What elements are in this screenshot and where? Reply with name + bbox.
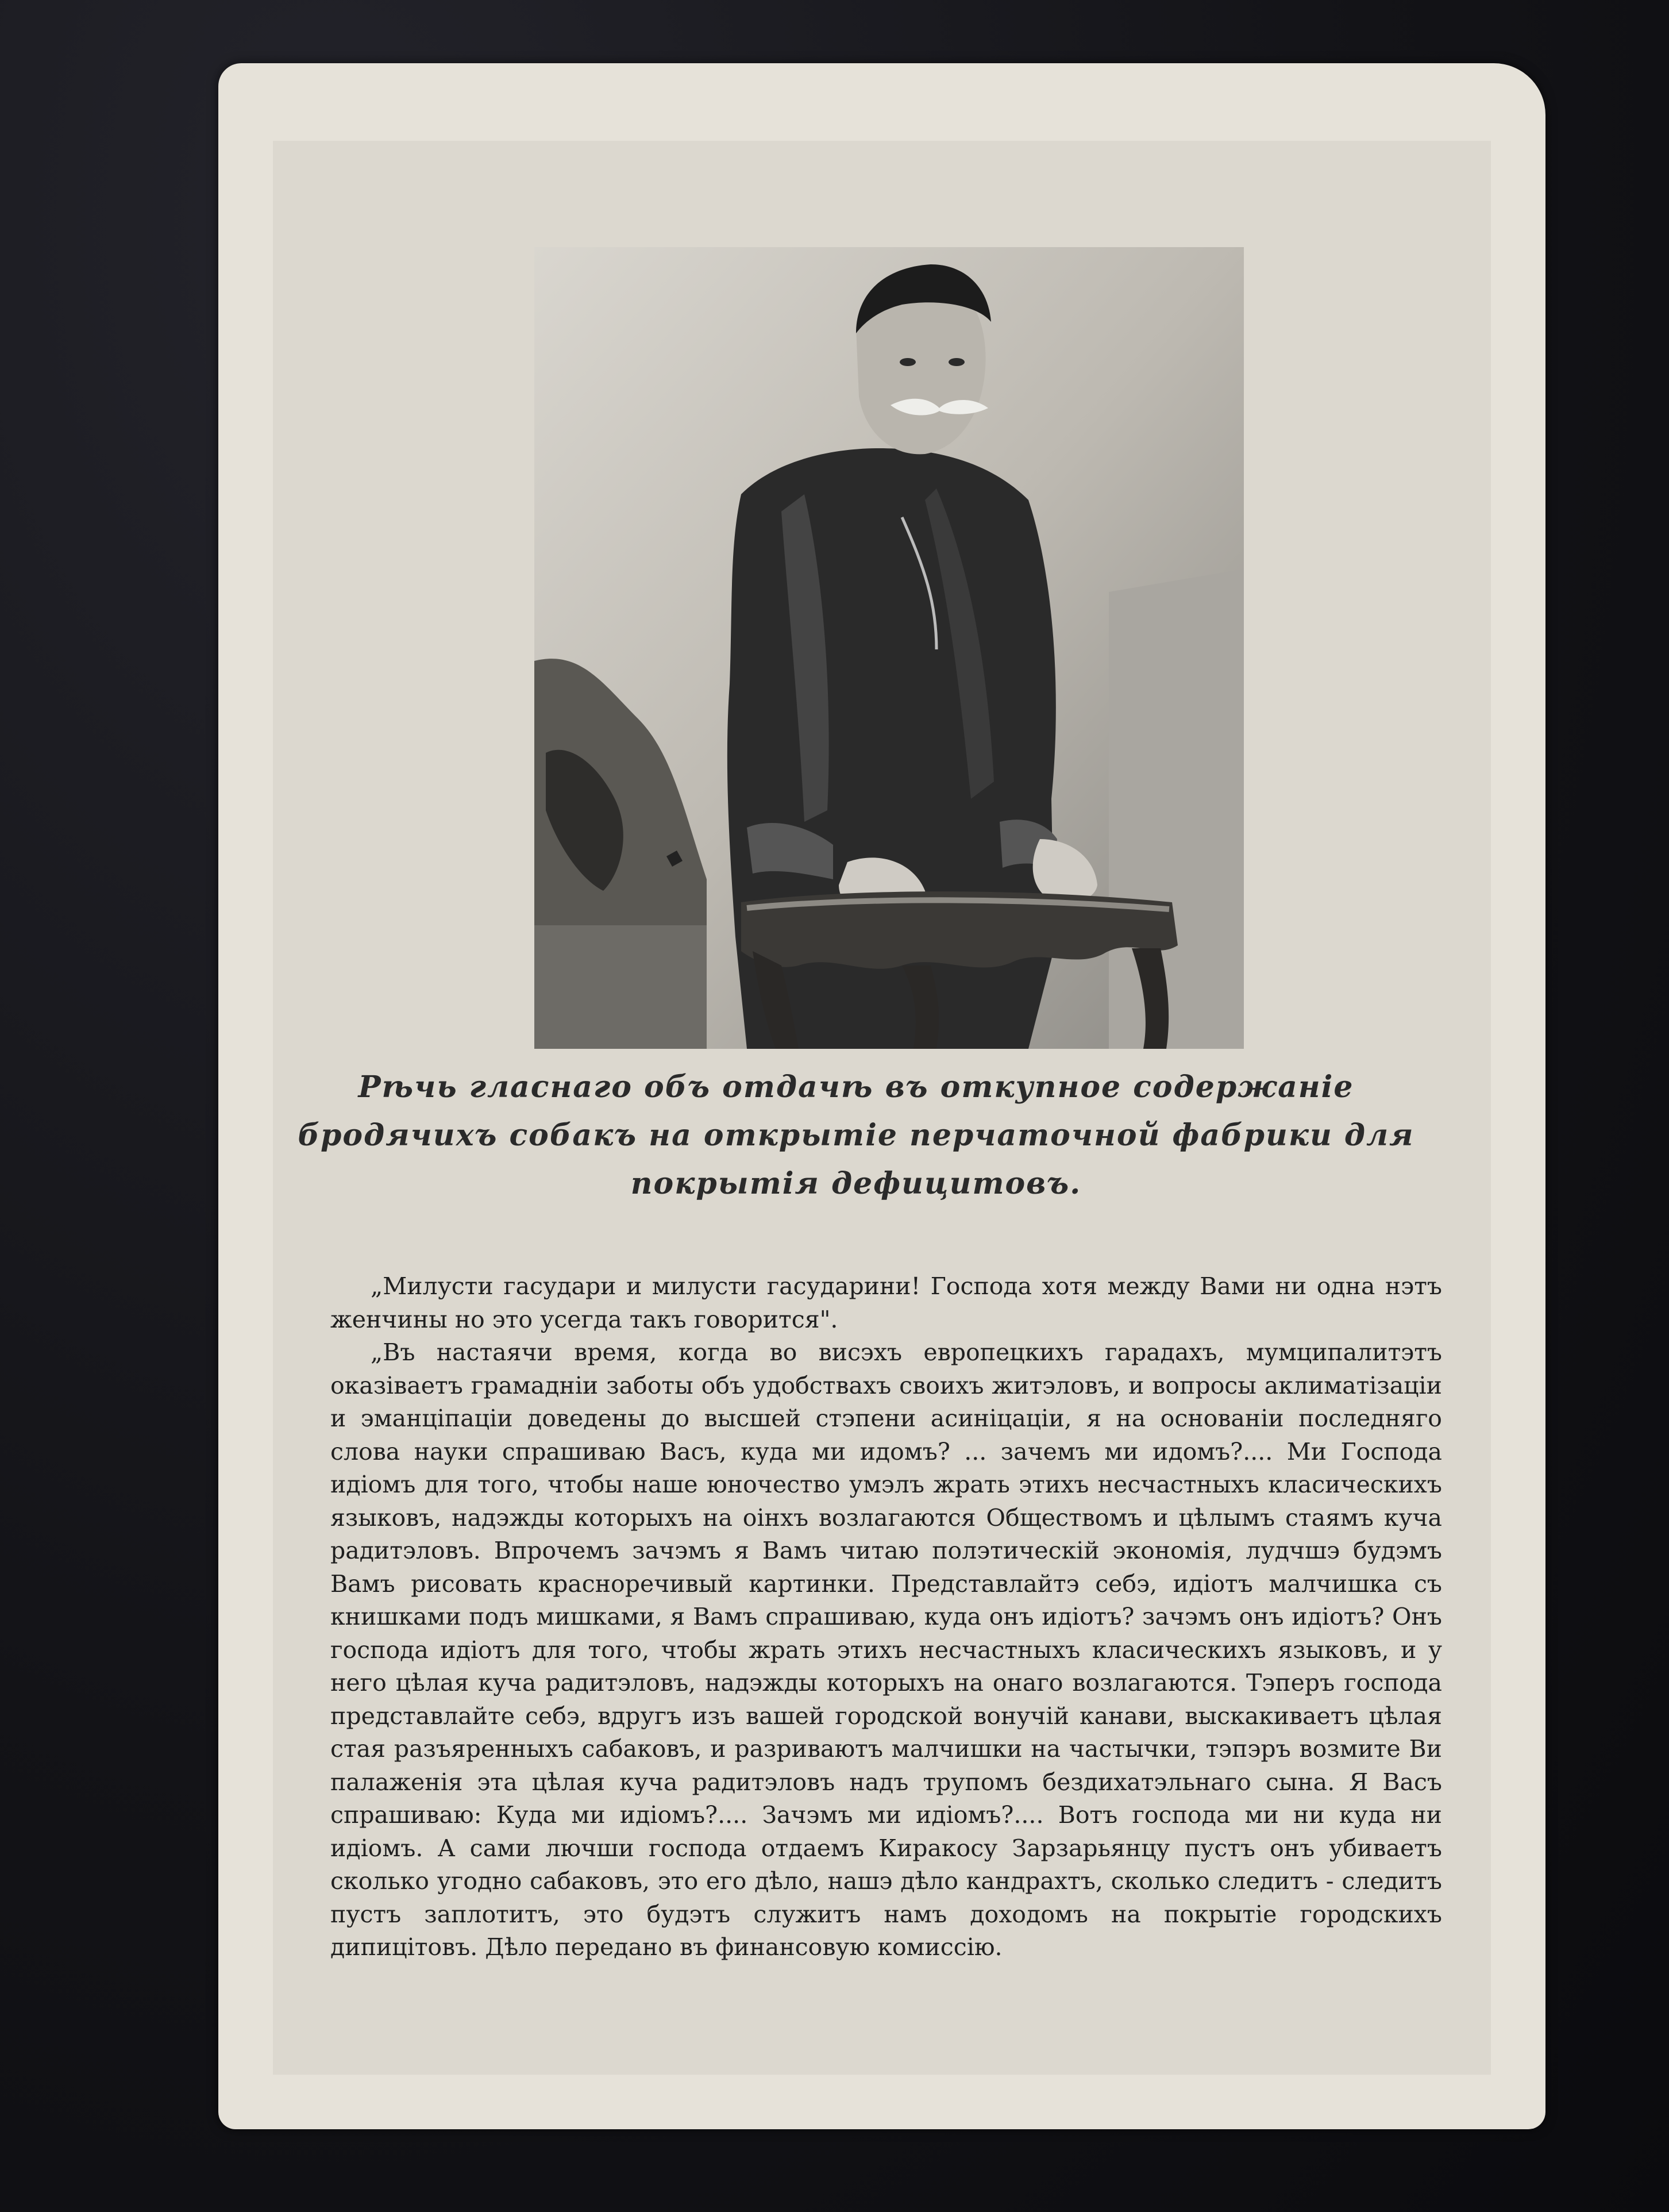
- speech-text: [330, 1270, 1442, 1964]
- speech-paragraph-2: „Въ настаячи время, когда во висэхъ европецкихъ гарадахъ, мумципалитэтъ оказіваетъ грамадніи заботы объ удобствахъ своихъ житэловъ, и вопросы аклиматізаціи и эманціпаціи доведены до высшей стэпени асиніцаціи, я на основаніи последняго слова науки спрашиваю Васъ, куда ми идомъ? ... зачемъ ми идомъ?.... Ми Господа идіомъ для того, чтобы наше юночество умэлъ жрать этихъ несчастныхъ класическихъ языковъ, надэжды которыхъ на оінхъ возлагаются Обществомъ и цѣлымъ стаямъ куча радитэловъ. Впрочемъ зачэмъ я Вамъ читаю полэтическій экономія, лудчшэ будэмъ Вамъ рисовать красноречивый картинки. Представлайтэ себэ, идіотъ малчишка съ книшками подъ мишками, я Вамъ спрашиваю, куда онъ идіотъ? зачэмъ онъ идіотъ? Онъ господа идіотъ для того, чтобы жрать этихъ несчастныхъ класическихъ языковъ, и у него цѣлая куча радитэловъ, надэжды которыхъ на онаго возлагаются. Тэперъ господа представлайте себэ, вдругъ изъ вашей городской вонучій канави, выскакиваетъ цѣлая стая разъяренныхъ сабаковъ, и разриваютъ малчишки на частычки, тэпэръ возмите Ви палаженія эта цѣлая куча радитэловъ надъ трупомъ бездихатэльнаго сына. Я Васъ спрашиваю: Куда ми идіомъ?.... Зачэмъ ми идіомъ?.... Вотъ господа ми ни куда ни идіомъ. А сами лючши господа отдаемъ Киракосу Зарзарьянцу пустъ онъ убиваетъ сколько угодно сабаковъ, это его дѣло, нашэ дѣло кандрахтъ, сколько следитъ - следитъ пустъ заплотитъ, это будэтъ служитъ намъ доходомъ на покрытіе городскихъ дипицітовъ. Дѣло передано въ финансовую комиссію.: [330, 1338, 1442, 1961]
- portrait-illustration: [534, 247, 1244, 1049]
- speech-paragraph-1: „Милусти гасудари и милусти гасударини! Господа хотя между Вами ни одна нэтъ женчины но это усегда такъ говорится".: [330, 1272, 1442, 1333]
- card-caption: Рѣчь гласнаго объ отдачѣ въ откупное содержаніе бродячихъ собакъ на открытіе перчаточной фабрики для покрытія дефицитовъ.: [298, 1070, 1414, 1201]
- portrait-photo: [534, 247, 1244, 1049]
